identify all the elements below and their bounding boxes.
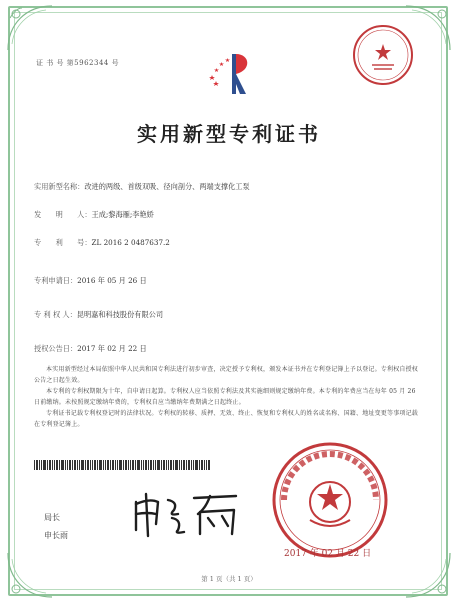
- patent-number-row: [34, 238, 170, 248]
- director-title: 局长: [44, 513, 60, 522]
- grant-date-value: 2017 年 02 月 22 日: [77, 344, 147, 353]
- grant-date-label: 授权公告日：: [34, 344, 78, 353]
- inventor-value: 王成;黎海雁;李艳娇: [91, 210, 154, 219]
- patentee-value: 昆明嘉和科技股份有限公司: [76, 310, 164, 319]
- director-name: 申长雨: [44, 531, 68, 540]
- filing-date-row: [34, 276, 147, 286]
- filing-date-label: 专利申请日：: [34, 276, 78, 285]
- official-seal-top: [352, 24, 414, 86]
- barcode: [34, 460, 210, 470]
- filing-date-value: 2016 年 05 月 26 日: [77, 276, 147, 285]
- certificate-title: 实用新型专利证书: [137, 122, 321, 146]
- utility-model-name-label: 实用新型名称：: [34, 182, 85, 191]
- utility-model-name-row: [34, 182, 250, 192]
- inventor-row: [34, 210, 154, 220]
- patent-number-value: ZL 2016 2 0487637.2: [91, 238, 170, 247]
- patentee-row: [34, 310, 163, 320]
- seal-date: 2017 年 02 月 22 日: [284, 549, 372, 559]
- body-paragraph: 本专利的专利权期限为十年，自申请日起算。专利权人应当依照专利法及其实施细则规定缴纳年费。本专利的年费应当在每年 05 月 26 日前缴纳。未按照规定缴纳年费的，专利权自应当缴纳年费期满之日起终止。: [34, 388, 416, 406]
- patent-number-label: 专 利 号：: [34, 238, 92, 247]
- page-footer: 第 1 页（共 1 页）: [201, 575, 257, 583]
- inventor-label: 发 明 人：: [34, 210, 92, 219]
- utility-model-name-value: 改进的两级、首级双吸、径向剖分、两端支撑化工泵: [84, 182, 250, 191]
- patentee-label: 专 利 权 人：: [34, 310, 77, 319]
- certificate-body-text: [34, 364, 422, 430]
- body-paragraph: 专利证书记载专利权登记时的法律状况。专利权的转移、质押、无效、终止、恢复和专利权人的姓名或名称、国籍、地址变更等事项记载在专利登记簿上。: [34, 410, 419, 428]
- body-paragraph: 本实用新型经过本局依照中华人民共和国专利法进行初步审查，决定授予专利权，颁发本证书并在专利登记簿上予以登记。专利权自授权公告之日起生效。: [34, 366, 419, 384]
- patent-office-logo: [200, 50, 256, 96]
- corner-ornament: [6, 4, 54, 52]
- official-seal-bottom: [270, 440, 390, 560]
- director-signature: [128, 490, 248, 538]
- certificate-number: 证 书 号 第5962344 号: [36, 59, 120, 67]
- grant-date-row: [34, 344, 147, 354]
